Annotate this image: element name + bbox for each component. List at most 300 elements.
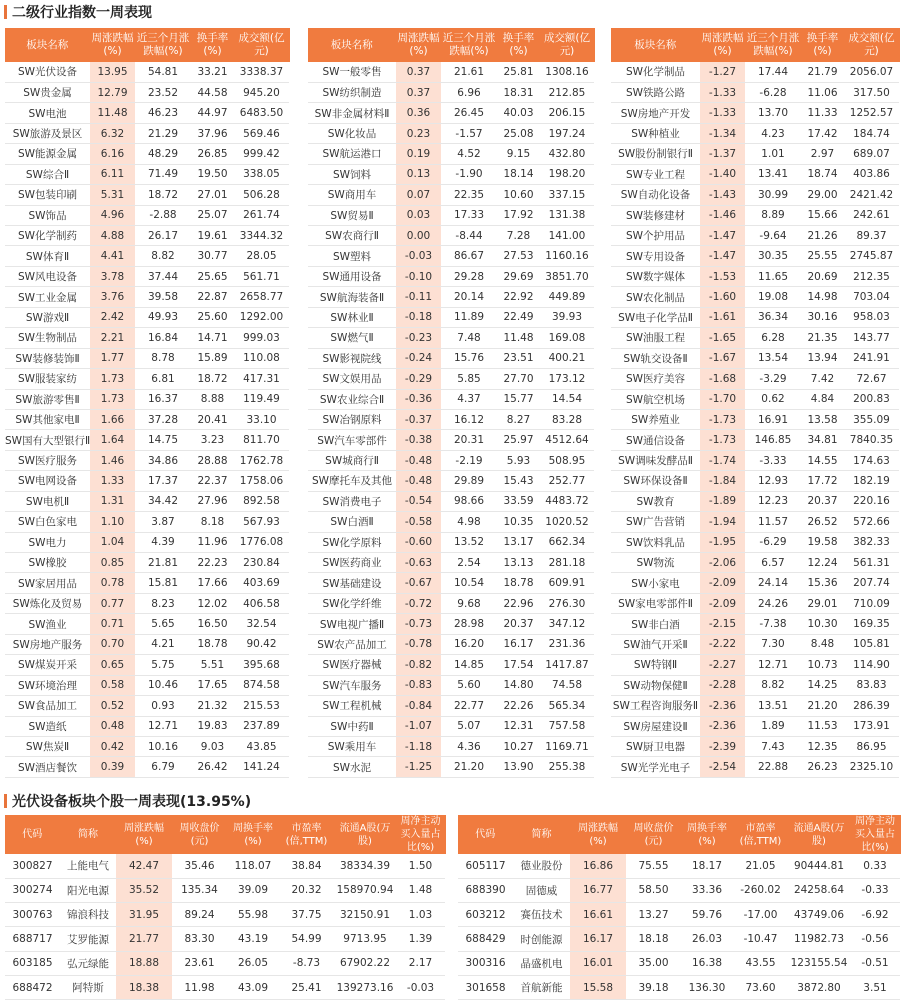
table-cell: 18.18 [626,927,681,951]
table-cell: 26.45 [441,103,497,123]
table-cell: 2056.07 [844,62,899,82]
table-cell: 2.42 [90,307,135,327]
table-cell: SW燃气Ⅱ [308,328,396,348]
table-cell: 403.86 [844,164,899,184]
table-row [611,185,899,205]
table-row [611,593,899,613]
table-cell: 37.96 [191,123,234,143]
table-row [5,951,445,975]
table-row [308,430,594,450]
table-cell: SW生物制品 [5,328,90,348]
table-cell: 89.37 [844,226,899,246]
table-cell: 2.17 [396,951,445,975]
table-cell: 0.58 [90,675,135,695]
table-cell: 4.41 [90,246,135,266]
column-header: 简称 [60,815,116,854]
table-cell: 18.72 [191,369,234,389]
table-cell: 21.29 [135,123,191,143]
table-cell: 400.21 [540,348,594,368]
table-cell: 7.28 [497,226,540,246]
industry-table-1 [5,28,290,778]
table-cell: SW农产品加工 [308,634,396,654]
table-row [308,205,594,225]
table-cell: -10.47 [733,927,788,951]
table-cell: 固德威 [513,878,570,902]
table-cell: 406.58 [234,593,289,613]
table-cell: SW化学原料 [308,532,396,552]
table-cell: 300274 [5,878,60,902]
table-row [5,491,289,511]
table-cell: 182.19 [844,471,899,491]
table-cell: -0.60 [396,532,441,552]
table-cell: SW专用设备 [611,246,700,266]
table-cell: 874.58 [234,675,289,695]
table-cell: 13.17 [497,532,540,552]
table-cell: 14.75 [135,430,191,450]
table-cell: 23.51 [497,348,540,368]
table-row [5,927,445,951]
table-cell: -2.27 [700,655,745,675]
table-row [308,144,594,164]
table-cell: 337.15 [540,185,594,205]
table-cell: -1.67 [700,348,745,368]
table-row [308,266,594,286]
table-cell: 281.18 [540,553,594,573]
table-cell: SW游戏Ⅱ [5,307,90,327]
table-cell: 89.24 [172,903,227,927]
table-cell: 506.28 [234,185,289,205]
table-cell: 26.23 [801,757,844,777]
table-cell: 16.61 [570,903,626,927]
table-row [5,62,289,82]
table-cell: -0.24 [396,348,441,368]
column-header: 板块名称 [308,28,396,62]
table-cell: 71.49 [135,164,191,184]
table-cell: SW铁路公路 [611,82,700,102]
table-cell: 11.33 [801,103,844,123]
table-cell: 7.42 [801,369,844,389]
table-cell: 21.35 [801,328,844,348]
table-row [611,164,899,184]
table-cell: SW厨卫电器 [611,736,700,756]
table-cell: 7.48 [441,328,497,348]
table-cell: SW水泥 [308,757,396,777]
table-cell: 33.21 [191,62,234,82]
table-cell: 688429 [458,927,513,951]
table-cell: 11982.73 [788,927,850,951]
table-row [5,634,289,654]
table-cell: -0.82 [396,655,441,675]
table-row [308,246,594,266]
table-cell: 11.96 [191,532,234,552]
table-cell: 4.88 [90,226,135,246]
table-row [308,226,594,246]
table-cell: 16.84 [135,328,191,348]
table-cell: 355.09 [844,409,899,429]
table-row [611,736,899,756]
table-cell: -0.29 [396,369,441,389]
table-cell: 14.71 [191,328,234,348]
table-cell: -1.18 [396,736,441,756]
table-cell: -1.33 [700,103,745,123]
table-cell: 43.55 [733,951,788,975]
section-title-text: 二级行业指数一周表现 [12,5,152,21]
table-row [611,634,899,654]
column-header: 换手率(%) [497,28,540,62]
table-cell: 4.98 [441,512,497,532]
table-cell: 252.77 [540,471,594,491]
table-cell: 83.28 [540,409,594,429]
table-cell: 8.78 [135,348,191,368]
table-cell: SW光学光电子 [611,757,700,777]
table-cell: 206.15 [540,103,594,123]
table-cell: -1.34 [700,123,745,143]
table-cell: SW非白酒 [611,614,700,634]
table-cell: 5.75 [135,655,191,675]
table-cell: 242.61 [844,205,899,225]
table-cell: 22.77 [441,696,497,716]
table-row [5,878,445,902]
table-cell: 12.71 [135,716,191,736]
table-cell: SW物流 [611,553,700,573]
table-cell: 301658 [458,975,513,999]
table-cell: 40.03 [497,103,540,123]
table-cell: 1.03 [396,903,445,927]
table-cell: SW体育Ⅱ [5,246,90,266]
table-cell: 11.98 [172,975,227,999]
table-cell: 18.88 [116,951,172,975]
table-cell: 0.36 [396,103,441,123]
table-cell: 173.12 [540,369,594,389]
table-row [458,903,900,927]
table-row [5,593,289,613]
table-cell: SW饲料 [308,164,396,184]
table-row [611,246,899,266]
table-cell: 114.90 [844,655,899,675]
table-cell: SW文娱用品 [308,369,396,389]
table-cell: SW焦炭Ⅱ [5,736,90,756]
table-row [5,903,445,927]
table-cell: -1.73 [700,409,745,429]
table-cell: 215.53 [234,696,289,716]
table-cell: 16.17 [570,927,626,951]
table-cell: -6.29 [745,532,801,552]
table-cell: 德业股份 [513,854,570,878]
column-header: 近三个月涨跌幅(%) [135,28,191,62]
table-row [5,409,289,429]
table-cell: 24258.64 [788,878,850,902]
table-cell: SW通信设备 [611,430,700,450]
table-row [308,532,594,552]
table-row [5,123,289,143]
table-cell: SW房地产服务 [5,634,90,654]
table-cell: SW电力 [5,532,90,552]
table-cell: 16.91 [745,409,801,429]
table-cell: 141.24 [234,757,289,777]
table-cell: -1.47 [700,246,745,266]
table-cell: SW贵金属 [5,82,90,102]
section-title-stocks [4,791,251,811]
table-cell: SW医药商业 [308,553,396,573]
table-row [611,389,899,409]
table-cell: 21.26 [801,226,844,246]
table-cell: 220.16 [844,491,899,511]
table-cell: 13.94 [801,348,844,368]
table-cell: 1.31 [90,491,135,511]
table-cell: 6.57 [745,553,801,573]
table-cell: 2325.10 [844,757,899,777]
table-cell: 8.89 [745,205,801,225]
table-row [308,593,594,613]
table-cell: 48.29 [135,144,191,164]
table-cell: -0.03 [396,975,445,999]
table-cell: 6.16 [90,144,135,164]
table-cell: 9.03 [191,736,234,756]
table-cell: 13.27 [626,903,681,927]
table-row [308,471,594,491]
table-cell: SW乘用车 [308,736,396,756]
table-cell: 4.23 [745,123,801,143]
table-cell: 945.20 [234,82,289,102]
table-cell: 25.60 [191,307,234,327]
table-row [5,553,289,573]
table-cell: 3.23 [191,430,234,450]
table-cell: 1417.87 [540,655,594,675]
table-header-row [611,28,899,62]
table-header-row [458,815,900,854]
table-row [308,185,594,205]
table-row [611,123,899,143]
table-cell: 200.83 [844,389,899,409]
table-row [5,655,289,675]
table-row [458,854,900,878]
table-cell: SW旅游零售Ⅱ [5,389,90,409]
column-header: 周涨跌幅(%) [116,815,172,854]
table-row [611,471,899,491]
table-row [5,307,289,327]
table-cell: 13.95 [90,62,135,82]
table-cell: 999.42 [234,144,289,164]
table-row [5,736,289,756]
table-cell: 1.10 [90,512,135,532]
table-cell: 0.37 [396,62,441,82]
table-cell: 338.05 [234,164,289,184]
table-cell: SW食品加工 [5,696,90,716]
table-cell: 1.66 [90,409,135,429]
table-cell: 18.38 [116,975,172,999]
table-cell: 10.60 [497,185,540,205]
table-cell: 晶盛机电 [513,951,570,975]
table-cell: 12.31 [497,716,540,736]
table-cell: -0.48 [396,450,441,470]
table-cell: -0.33 [850,878,900,902]
table-cell: 26.17 [135,226,191,246]
table-cell: 0.52 [90,696,135,716]
table-row [308,573,594,593]
table-cell: 17.65 [191,675,234,695]
table-cell: 1169.71 [540,736,594,756]
table-cell: 15.36 [801,573,844,593]
table-cell: 19.83 [191,716,234,736]
table-cell: 26.85 [191,144,234,164]
column-header: 周涨跌幅(%) [396,28,441,62]
table-cell: 12.24 [801,553,844,573]
table-cell: 892.58 [234,491,289,511]
table-cell: SW酒店餐饮 [5,757,90,777]
column-header: 成交额(亿元) [540,28,594,62]
table-row [611,103,899,123]
table-cell: 3344.32 [234,226,289,246]
table-cell: 24.26 [745,593,801,613]
table-row [308,348,594,368]
table-cell: 19.61 [191,226,234,246]
table-cell: 10.35 [497,512,540,532]
table-cell: 28.98 [441,614,497,634]
table-cell: 605117 [458,854,513,878]
table-cell: 4.96 [90,205,135,225]
table-cell: SW医疗服务 [5,450,90,470]
table-cell: SW广告营销 [611,512,700,532]
table-cell: 131.38 [540,205,594,225]
table-cell: -2.09 [700,593,745,613]
table-row [611,82,899,102]
table-cell: 2.54 [441,553,497,573]
table-cell: 10.73 [801,655,844,675]
table-cell: 3.51 [850,975,900,999]
table-cell: 36.34 [745,307,801,327]
table-cell: SW国有大型银行Ⅱ [5,430,90,450]
table-row [5,512,289,532]
table-cell: 6.79 [135,757,191,777]
table-cell: SW农商行Ⅱ [308,226,396,246]
table-cell: 569.46 [234,123,289,143]
column-header: 换手率(%) [191,28,234,62]
table-cell: SW工业金属 [5,287,90,307]
table-cell: 23.61 [172,951,227,975]
table-cell: SW塑料 [308,246,396,266]
table-cell: -2.06 [700,553,745,573]
table-cell: SW化妆品 [308,123,396,143]
table-cell: 12.79 [90,82,135,102]
table-cell: 6.28 [745,328,801,348]
table-cell: 58.50 [626,878,681,902]
table-cell: 0.77 [90,593,135,613]
table-cell: 135.34 [172,878,227,902]
table-cell: 432.80 [540,144,594,164]
table-cell: SW饰品 [5,205,90,225]
table-cell: SW汽车服务 [308,675,396,695]
table-cell: 689.07 [844,144,899,164]
table-cell: 30.35 [745,246,801,266]
table-cell: 26.42 [191,757,234,777]
table-cell: SW电机Ⅱ [5,491,90,511]
table-row [611,553,899,573]
table-cell: 609.91 [540,573,594,593]
table-row [5,266,289,286]
table-cell: 10.46 [135,675,191,695]
table-cell: 110.08 [234,348,289,368]
table-cell: -2.09 [700,573,745,593]
table-cell: 14.98 [801,287,844,307]
table-cell: 5.65 [135,614,191,634]
table-cell: 15.77 [497,389,540,409]
table-cell: 32.54 [234,614,289,634]
table-cell: 29.28 [441,266,497,286]
table-cell: 37.75 [279,903,334,927]
table-cell: 6.11 [90,164,135,184]
table-cell: 300316 [458,951,513,975]
table-cell: 4512.64 [540,430,594,450]
table-cell: -1.74 [700,450,745,470]
table-cell: 508.95 [540,450,594,470]
table-cell: 1.50 [396,854,445,878]
table-cell: 16.17 [497,634,540,654]
table-row [5,328,289,348]
table-cell: SW环保设备Ⅱ [611,471,700,491]
table-cell: 9713.95 [334,927,396,951]
table-cell: 261.74 [234,205,289,225]
table-cell: -1.89 [700,491,745,511]
table-cell: 19.08 [745,287,801,307]
table-cell: 184.74 [844,123,899,143]
table-cell: 首航新能 [513,975,570,999]
table-cell: 16.86 [570,854,626,878]
table-cell: 23.52 [135,82,191,102]
table-cell: 7.30 [745,634,801,654]
table-cell: 0.07 [396,185,441,205]
table-cell: -0.73 [396,614,441,634]
table-cell: 8.88 [191,389,234,409]
table-cell: 42.47 [116,854,172,878]
table-cell: 10.27 [497,736,540,756]
table-cell: 276.30 [540,593,594,613]
table-cell: SW专业工程 [611,164,700,184]
table-row [611,348,899,368]
table-cell: -0.67 [396,573,441,593]
table-cell: 30.77 [191,246,234,266]
table-cell: -0.78 [396,634,441,654]
table-cell: SW工程咨询服务Ⅱ [611,696,700,716]
table-row [308,389,594,409]
table-cell: -3.33 [745,450,801,470]
table-cell: 39.09 [227,878,279,902]
table-row [5,716,289,736]
table-cell: 13.52 [441,532,497,552]
table-row [5,144,289,164]
table-cell: 39.93 [540,307,594,327]
table-cell: 25.55 [801,246,844,266]
table-cell: SW包装印刷 [5,185,90,205]
table-row [611,573,899,593]
table-cell: 18.14 [497,164,540,184]
table-cell: 16.12 [441,409,497,429]
table-cell: 17.92 [497,205,540,225]
table-cell: 561.71 [234,266,289,286]
table-row [611,226,899,246]
table-row [5,696,289,716]
table-cell: 37.44 [135,266,191,286]
table-cell: 72.67 [844,369,899,389]
table-cell: 20.37 [801,491,844,511]
table-cell: SW林业Ⅱ [308,307,396,327]
table-cell: 17.42 [801,123,844,143]
table-cell: -1.57 [441,123,497,143]
table-cell: 46.23 [135,103,191,123]
table-cell: 449.89 [540,287,594,307]
table-cell: 0.33 [850,854,900,878]
column-header: 市盈率(倍,TTM) [279,815,334,854]
table-cell: 237.89 [234,716,289,736]
